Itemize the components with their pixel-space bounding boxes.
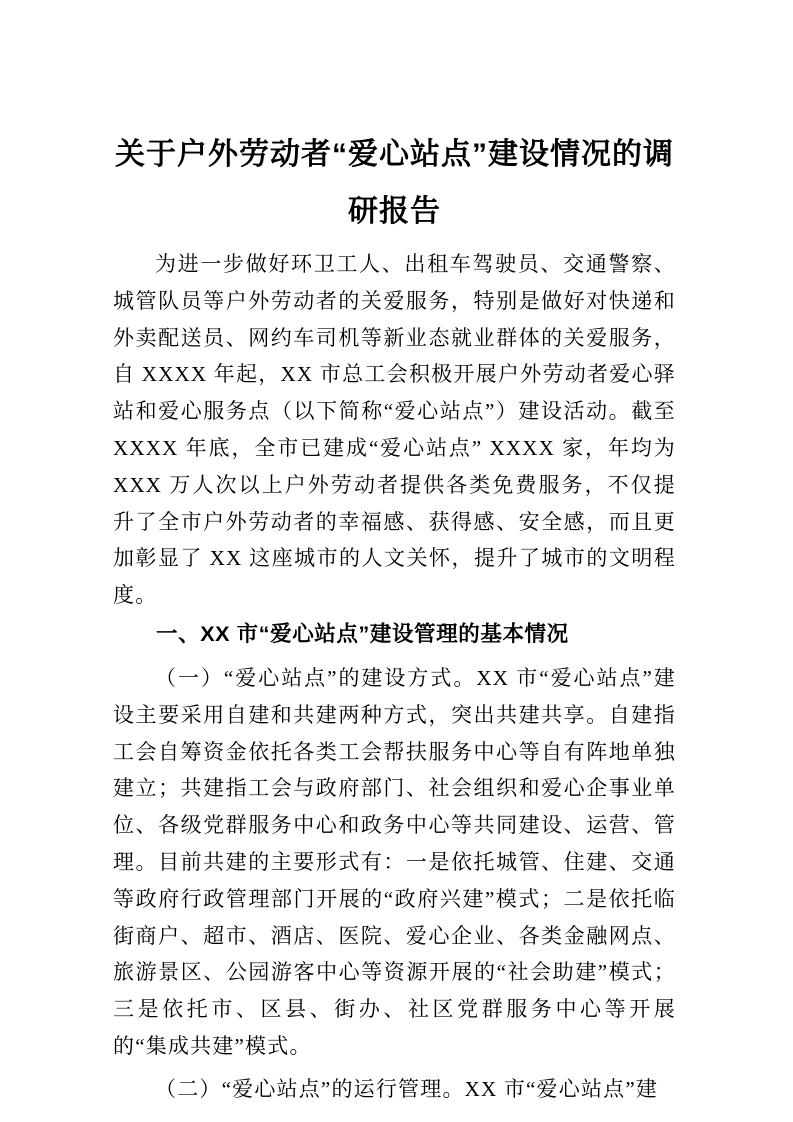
section-1-heading: 一、XX 市“爱心站点”建设管理的基本情况 (156, 621, 569, 646)
document-title (113, 0, 676, 240)
subsection-1-text: XX 市“爱心站点”建设主要采用自建和共建两种方式，突出共建共享。自建指工会自筹资金依托各类工会帮扶服务中心等自有阵地单独建立；共建指工会与政府部门、社会组织和爱心企事业单位、各级党群服务中心和政务中心等共同建设、运营、管理。目前共建的主要形式有：一是依托城管、住建、交通等政府行政管理部门开展的“政府兴建”模式；二是依托临街商户、超市、酒店、医院、爱心企业、各类金融网点、旅游景区、公园游客中心等资源开展的“社会助建”模式；三是依托市、区县、街办、社区党群服务中心等开展的“集成共建”模式。 (113, 665, 676, 1058)
subsection-2-lead-in: （二）“爱心站点”的运行管理。 (155, 1076, 465, 1101)
document-title-line-2: 研报告 (348, 195, 441, 228)
document-content (113, 0, 676, 1108)
subsection-2-text: XX 市“爱心站点”建 (464, 1076, 659, 1101)
subsection-1-paragraph (113, 660, 676, 1065)
document-title-line-1: 关于户外劳动者“爱心站点”建设情况的调 (115, 138, 674, 171)
intro-paragraph: 为进一步做好环卫工人、出租车驾驶员、交通警察、城管队员等户外劳动者的关爱服务，特别是做好对快递和外卖配送员、网约车司机等新业态就业群体的关爱服务，自 XXXX 年起，XX 市总工会积极开展户外劳动者爱心驿站和爱心服务点（以下简称“爱心站点”）建设活动。截至 XXXX 年底，全市已建成“爱心站点” XXXX 家，年均为 XXX 万人次以上户外劳动者提供各类免费服务，不仅提升了全市户外劳动者的幸福感、获得感、安全感，而且更加彰显了 XX 这座城市的人文关怀，提升了城市的文明程度。 (113, 252, 676, 608)
subsection-1-lead-in: （一）“爱心站点”的建设方式。 (155, 665, 477, 690)
subsection-2-paragraph (113, 1071, 676, 1108)
